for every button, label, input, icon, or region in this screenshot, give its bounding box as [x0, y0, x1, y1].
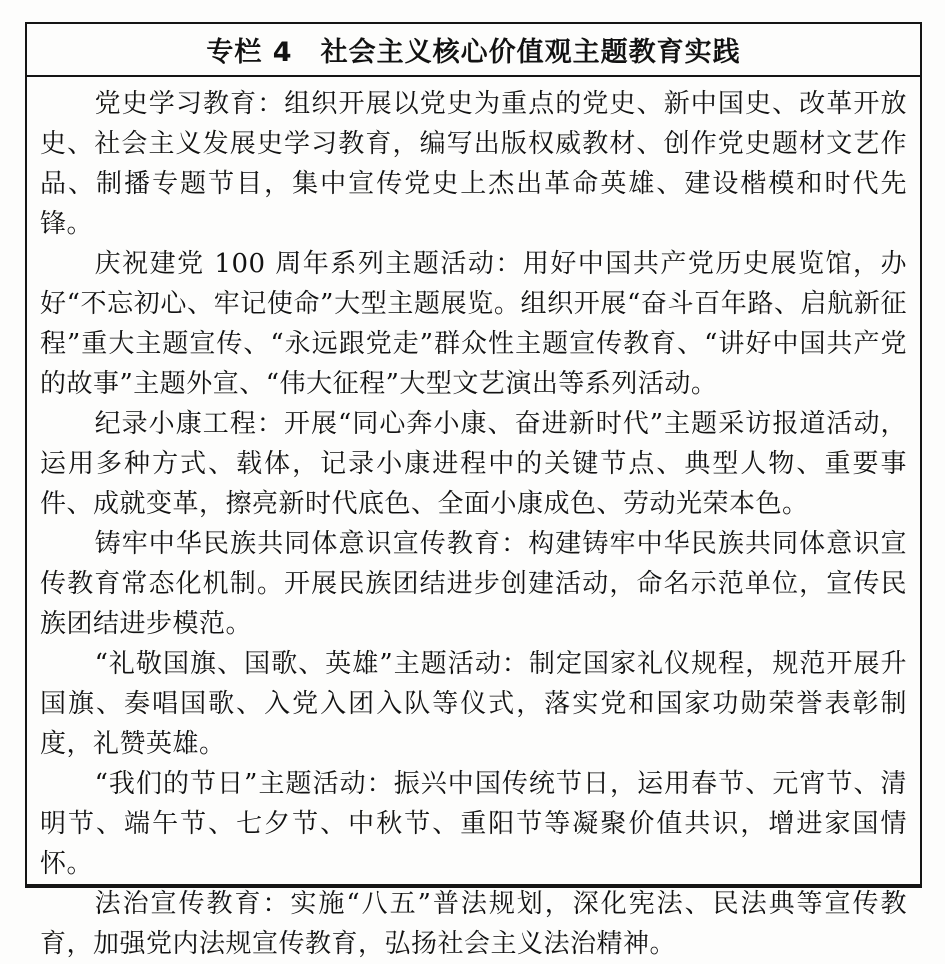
- paragraph-flag-anthem-heroes: “礼敬国旗、国歌、英雄”主题活动：制定国家礼仪规程，规范开展升国旗、奏唱国歌、入党入团入队等仪式，落实党和国家功勋荣誉表彰制度，礼赞英雄。: [40, 649, 907, 759]
- paragraph-party-history-education: 党史学习教育：组织开展以党史为重点的党史、新中国史、改革开放史、社会主义发展史学习教育，编写出版权威教材、创作党史题材文艺作品、制播专题节目，集中宣传党史上杰出革命英雄、建设楷模和时代先锋。: [40, 89, 907, 239]
- panel-body: [27, 77, 920, 964]
- paragraph-ethnic-unity-education: 铸牢中华民族共同体意识宣传教育：构建铸牢中华民族共同体意识宣传教育常态化机制。开展民族团结进步创建活动，命名示范单位，宣传民族团结进步模范。: [40, 529, 907, 639]
- paragraph-rule-of-law-education: 法治宣传教育：实施“八五”普法规划，深化宪法、民法典等宣传教育，加强党内法规宣传教育，弘扬社会主义法治精神。: [40, 889, 907, 959]
- column-box-panel: [25, 22, 922, 959]
- paragraph-our-festivals: “我们的节日”主题活动：振兴中国传统节日，运用春节、元宵节、清明节、端午节、七夕节、中秋节、重阳节等凝聚价值共识，增进家国情怀。: [40, 769, 907, 879]
- paragraph-centenary-activities: 庆祝建党 100 周年系列主题活动：用好中国共产党历史展览馆，办好“不忘初心、牢记使命”大型主题展览。组织开展“奋斗百年路、启航新征程”重大主题宣传、“永远跟党走”群众性主题宣传教育、“讲好中国共产党的故事”主题外宣、“伟大征程”大型文艺演出等系列活动。: [40, 249, 907, 399]
- panel-title: 专栏 4 社会主义核心价值观主题教育实践: [27, 24, 920, 77]
- paragraph-xiaokang-documentation: 纪录小康工程：开展“同心奔小康、奋进新时代”主题采访报道活动，运用多种方式、载体，记录小康进程中的关键节点、典型人物、重要事件、成就变革，擦亮新时代底色、全面小康成色、劳动光荣本色。: [40, 409, 907, 519]
